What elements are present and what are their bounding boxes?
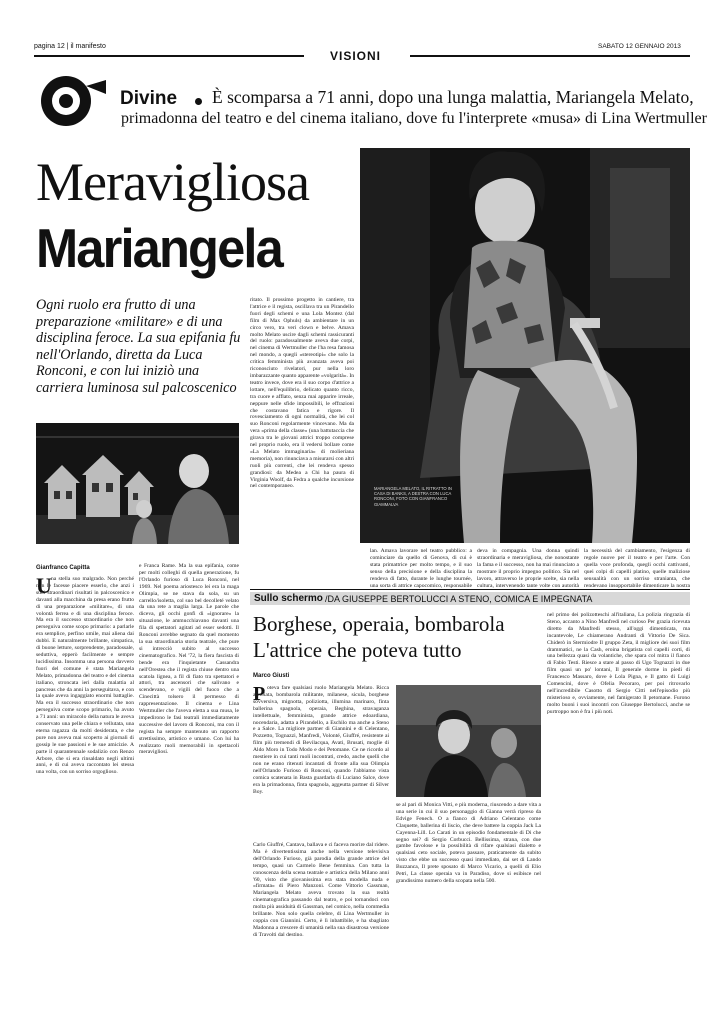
second-section-rule	[250, 589, 690, 590]
second-section-sub: /DA GIUSEPPE BERTOLUCCI A STENO, COMICA E IMPEGNATA	[325, 594, 593, 604]
main-article-col-5: deva in compagnia. Una donna quindi straordinaria e meravigliosa, che nonostante la fama e il successo, non ha mai rinunciato a mostrare il proprio impegno politico. Sia nel lavoro, attraverso le proprie scelte, sia nella cultura, intervenendo tante volte con autorità	[477, 548, 579, 589]
headline-line-1: Meravigliosa	[36, 152, 309, 212]
second-drop-cap: P	[253, 683, 266, 705]
second-article-col-4: nel primo dei polizotteschi all'italiana, La polizia ringrazia di Steno, accanto a Nino Manfredi nel curioso Per grazia ricevuta diretto da Manfredi stesso, all'oggi dimenticata, ma incantevole, Le chiamerano Andranti di Vittorio De Sica. Chiderò in Stermiodre Il gruppo Zeta, il migliore dei suoi film drammatici, ne la Cash, eroina brigatista col capelli corti, di una bellezza quasi da volantiche, che spara col mitra il fianco di Fabio Testi. Riesce a stare al passo di Ugo Tognazzi in due film quasi un po' lontani, Il generale dorme in piedi di Francesco Massaro, dove è Lola Pigna, e Il gatto di Luigi Comencini, dove è Ofelia Pecoraro, per poi ritrovarlo nell'incredibile Casotto di Sergio Citti nell'episodio più misterioso e, ovviamente, nel famigerato Il petomane. Furono molto buoni i suoi incontri con Giuseppe Bertolucci, anche se purtroppo non è fra i più noti.	[547, 612, 690, 715]
divine-logo-icon	[36, 74, 108, 128]
second-byline: Marco Giusti	[253, 673, 290, 679]
second-headline-1: Borghese, operaia, bombarola	[253, 612, 505, 636]
kicker-line-2: primadonna del teatro e del cinema italiano, dove fu l'interprete «musa» di Lina Wertmuller	[121, 110, 707, 127]
header-rule-right	[410, 55, 690, 57]
main-article-col-2: e Franca Rame. Ma la sua epifania, come per molti colleghi di quella generazione, fu l'Orlando furioso di Luca Ronconi, nel 1969. Nel poema ariostesco lei era la maga Olimpia, se ne stava da sola, su un carrello/isoletta, col suo bel decolleté velato da una rete a maglia larga. Le parole che diceva, gli occhi gonfi di «ignorare» la situazione, le ammucchiavano davanti una fila di spettatori agitati ad esser sedotti. Il Ronconi avrebbe segnato da quel momento la sua straordinaria storia teatrale, che pure si intrecciò subito al successo cinematografico. Nel '72, la fiera fascista di bende era l'inquietante Cassandra nell'Orestea che il regista chiuse dentro una scatola lignea, a fil di fiato tra spettatori e attori, tra ascensori che salivano e scendevano, e vigili del fuoco che a Cinecittà tolsero il permesso di rappresentazione. Il cinema e Lina Wertmuller che l'aveva eletta a sua musa, le impedirono le fasi teatrali immediatamente successive del lavoro di Ronconi, ma con il regista ha sempre mantenuto un rapporto strettissimo, artistico e umano. Con lui ha realizzato ruoli memorabili in spettacoli meravigliosi.	[139, 563, 239, 756]
kicker-line-1: È scomparsa a 71 anni, dopo una lunga malattia, Mariangela Melato,	[212, 87, 694, 107]
main-article-col-6: la necessità del cambiamento, l'esigenza di regole nuove per il teatro e per l'arte. Con quella voce profonda, quegli occhi cattivanti, quei colpi di capelli platino, quelle maliziose sensualità con un sorriso stranianta, che rendevano insopportabile dimenticare la nostra	[584, 548, 690, 589]
header-rule-left	[34, 55, 304, 57]
melato-portrait-photo	[360, 148, 690, 543]
second-headline-2: L'attrice che poteva tutto	[253, 638, 462, 662]
main-photo-caption: MARIANGELA MELATO, IL RITRATTO IN CASA DI BANKS, A DESTRA CON LUCA RONCONI, FOTO CON GIANFRANCO GIAMMALVA	[374, 486, 452, 507]
page-date: SABATO 12 GENNAIO 2013	[598, 43, 681, 50]
second-article-col-1: oteva fare qualsiasi ruolo Mariangela Melato. Ricca annoiata, bombarola militante, milanese, sicula, borghese sovversiva, mignotta, poliziotta, illumina marinaro, finta ballerina spagnola, operaia, Beghina, stravaganza intellettuale, femminista, grande attrice edoardiana, nocendaria, adatta a Pirandello, a Eschilo ma anche a Steno e a Salce. La migliore partner di Giannini e di Celentano, Pozzetto, Tognazzi, Manfredi, Volonté, Giuffré, resistente ai film più tremendi di Bevilacqua, Avati, Brusati, moglie di Aldo Moro in Todo Modo e dei Petomane. Ce ne ricordo al mestiere in cui tanti ruoli incontrati, credo, anche quelli che non ne erano ritenuti incantati di fronte alla sua Olimpia nell'Orlando Furioso di Ronconi, quando l'abbiamo vista comica scatenata in Basta guardarla di Luciano Salce, dove era la primadonna, finta spagnola, aggeutta partner di Silver Boy.	[253, 685, 389, 795]
headline-line-2: Mariangela	[36, 217, 282, 279]
second-section-label: Sullo schermo	[254, 593, 323, 604]
section-title: VISIONI	[330, 49, 382, 63]
main-article-col-3: ritato. Il prossimo progetto in cantiere, tra l'attrice e il regista, oscillava tra un Pirandello fuori degli schemi e una Lola Montez (dal film di Max Ophuls) da ambientare in un circo vero, tra veri clown e belve. Amava molto Melato uscire dagli schemi rassicuranti del ruolo: paradossalmente aveva due corpi, nel cinema di Wertmuller che l'ha resa famosa nel mondo, a quegli «stereotipi» che solo la critica femminista più avanzata aveva poi riconosciuto rivelatori, pur nella loro imbarazzante quanto apparente «volgarità». In teatro invece, dove era il suo corpo d'attrice a lottare, nell'equilibrio, delicato quanto ricco, tra cuore e afflato, senza mai apparire irreale, neppure nelle sfide impossibili, le effrazioni che costavano fatica e rigore. Il rovesciamento di ogni normalità, che lei col suo Ronconi regolarmente vincevano. Ma da vera «prima della classe» (una battutaccia che girava tra le giovani attrici troppo comprese nel proprio ruolo, era il vedersi bollare come «La Melato immaginaria» di molieriana memoria), non rinunciava a misurarsi con altri ruoli più correnti, che lei rendeva spesso grandiosi: da Medea a Chi ha paura di Virginia Woolf, da Fedra a qualche incursione nel contemporaneo.	[250, 297, 354, 490]
kicker-bullet-icon	[195, 98, 202, 105]
second-article-col-2: Carlo Giuffré, Cantava, ballava e ci faceva morire dal ridere. Ma è divertentissima anche nella versione televisiva dell'Orlando Furioso, già parodia della grande attrice del tempo, quasi un Carmelo Bene femmina. Con tutta la conoscenza della scena teatrale e artistica della Milano anni '60, visto che giovanissima era stata modella nuda e «firmata» di Piero Manzoni. Come Vittorio Gassman, Mariangela Melato aveva trovato la sua realtà cinematografica passando dal teatro, e poi tornandoci con molta più assiduità di Gassman, nel comico, nella commedia brillante. Non solo quella celebre, di Lina Wertmuller in coppia con Giannini. Certo, è lì inbattibile, e ha sbagliato Madonna a crescere di umanità nella sua disastrosa versione di Travolti dal destino.	[253, 842, 389, 938]
ronconi-photo	[36, 423, 239, 544]
main-article-col-4: lan. Amava lavorare nel teatro pubblico: a cominciare da quello di Genova, di cui è stata primattrice per molto tempo, e il suo senso della precisione e della disciplina la rendeva di fatto, durante le lunghe tournée, una sorta di attrice capocomico, responsabile	[370, 548, 472, 589]
main-byline: Gianfranco Capitta	[36, 565, 90, 571]
kicker-tag: Divine	[120, 88, 178, 109]
page-label: pagina 12 | il manifesto	[34, 43, 106, 50]
standfirst: Ogni ruolo era frutto di una preparazione «militare» e di una disciplina feroce. La sua epifania fu nell'Orlando, diretta da Luca Ronconi, e con lui iniziò una carriera luminosa sul palcoscenico	[36, 297, 241, 396]
main-article-col-1: na stella suo malgrado. Non perché non le facesse piacere esserlo, che anzi i suoi straordinari risultati in palcoscenico e davanti alla macchina da presa erano frutto di una preparazione «militare», di una volontà ferrea e di una disciplina feroce. Ma era il successo straordinario che non perseguiva come scopo primario: a parlarle era semplice, perfino umile, mai aliena dai dubbi. E naturalmente brillante, simpatica, di buone letture, sorprendente, paradossale, seduttiva, epperò facilmente e sempre lucidissima. Insomma una persona davvero fuori del comune è stata Mariangela Melato, primadonna del teatro e del cinema italiano, stroncata ieri dalla malattia al pancreas che da anni la perseguitava, e con la quale aveva ingaggiato enormi battaglie. Ma era il successo straordinario che non perseguiva come scopo primario, ha avuto a 71 anni: un miracolo della natura le aveva conservato una pelle chiara e vellutata, una eterna ragazza da molti desiderata, e che pure non aveva mai scoperto ai giornali di gossip le sue passioni e le sue amicizie. A parte il quarantennale sodalizio con Renzo Arbore, che si era rinsaldato negli ultimi anni, e di cui aveva raccontato lei stessa una volta, con un sorriso orgoglioso.	[36, 576, 134, 776]
second-photo	[396, 685, 541, 797]
drop-cap: U	[36, 573, 52, 598]
second-article-col-3: se al pari di Monica Vitti, e più moderna, riuscendo a dare vita a una serie in cui il suo personaggio di Gianna verrà ripreso da Edvige Fenech. O a fianco di Adriano Celentano come Claquette, ballerina di liscio, che deve battere la coppia Jack La Cayenna-Lill. Lo Carati in un episodio fondamentale di Di che segno sei? di Sergio Corbucci. Bellissima, strana, con due gambe favolose e la possibilità di rifare qualsiasi dialetto e qualsiasi ceto sociale, poteva passare, praticamente da subito visto che ebbe un successo quasi immediato, dai set di Lando Buzzanca, Il prete sposato di Marco Vicario, a quelli di Elio Petri, La classe operaia va in Paradiso, dove si esibisce nel grandissimo numero della scopata nella 500.	[396, 802, 541, 884]
